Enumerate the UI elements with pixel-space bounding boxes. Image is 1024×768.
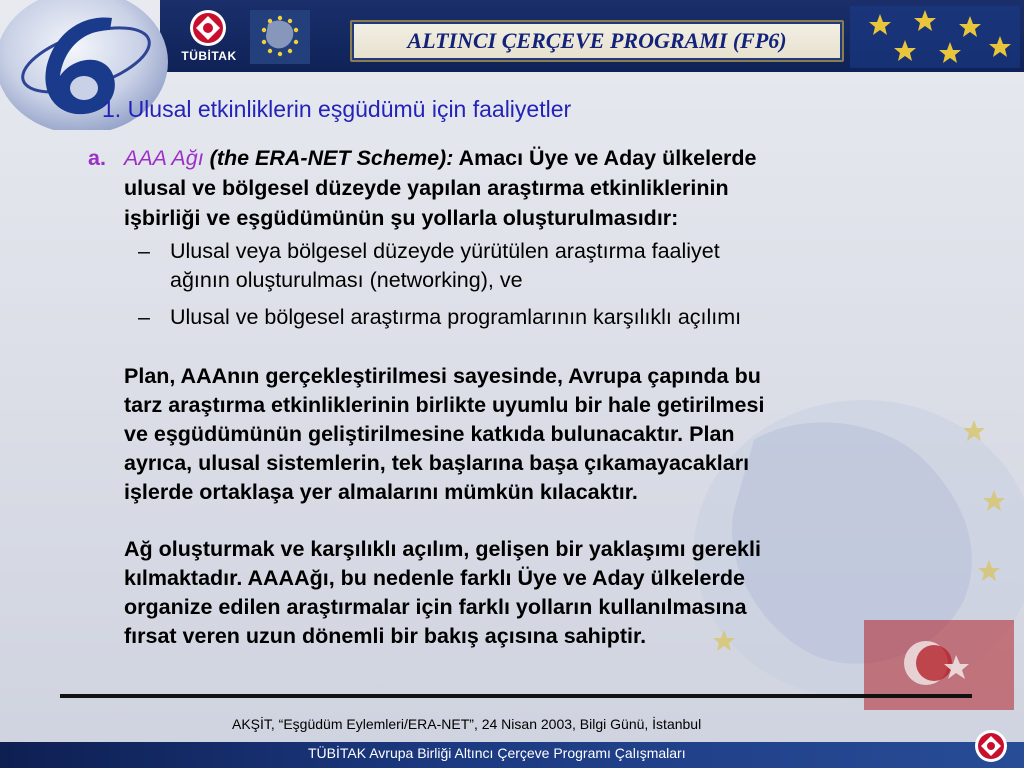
item-a-marker: a. — [88, 146, 106, 170]
sub-item-1-dash: – — [138, 239, 150, 263]
paragraph-2-line-1: Ağ oluşturmak ve karşılıklı açılım, gelişen bir yaklaşımı gerekli — [124, 537, 761, 561]
item-a-line-1 — [124, 146, 757, 171]
scheme-label: (the ERA-NET Scheme): — [209, 146, 454, 170]
eu-flag-icon — [248, 4, 312, 68]
item-a-text-1: Amacı Üye ve Aday ülkelerde — [458, 146, 757, 170]
paragraph-1-line-5: işlerde ortaklaşa yer almalarını mümkün kılacaktır. — [124, 480, 638, 504]
paragraph-2-line-3: organize edilen araştırmalar için farklı yolların kullanılmasına — [124, 595, 747, 619]
eu-stars-decoration — [850, 6, 1020, 68]
item-a-line-2: ulusal ve bölgesel düzeyde yapılan araştırma etkinliklerinin — [124, 176, 729, 200]
paragraph-2-line-2: kılmaktadır. AAAAğı, bu nedenle farklı Üye ve Aday ülkelerde — [124, 566, 745, 590]
citation: AKŞİT, “Eşgüdüm Eylemleri/ERA-NET”, 24 Nisan 2003, Bilgi Günü, İstanbul — [232, 716, 702, 732]
sub-item-2-dash: – — [138, 305, 150, 329]
network-name: AAA Ağı — [124, 146, 204, 170]
item-a-line-3: işbirliği ve eşgüdümünün şu yollarla oluşturulmasıdır: — [124, 206, 679, 230]
sub-item-1-line-1: Ulusal veya bölgesel düzeyde yürütülen araştırma faaliyet — [170, 239, 720, 263]
section-heading: 1. Ulusal etkinliklerin eşgüdümü için faaliyetler — [102, 96, 572, 122]
tubitak-label: TÜBİTAK — [181, 49, 237, 63]
bottom-bar-text: TÜBİTAK Avrupa Birliği Altıncı Çerçeve Programı Çalışmaları — [308, 745, 686, 761]
sub-item-1-line-2: ağının oluşturulması (networking), ve — [170, 268, 523, 292]
title-plate — [350, 20, 844, 62]
paragraph-1-line-1: Plan, AAAnın gerçekleştirilmesi sayesinde, Avrupa çapında bu — [124, 364, 761, 388]
paragraph-1-line-3: ve eşgüdümünün geliştirilmesine katkıda bulunacaktır. Plan — [124, 422, 735, 446]
footer-divider — [60, 694, 972, 698]
slide-title: ALTINCI ÇERÇEVE PROGRAMI (FP6) — [407, 28, 787, 53]
sub-item-2-line-1: Ulusal ve bölgesel araştırma programlarının karşılıklı açılımı — [170, 305, 742, 329]
paragraph-1-line-4: ayrıca, ulusal sistemlerin, tek başlarına başa çıkamayacakları — [124, 451, 750, 475]
paragraph-1-line-2: tarz araştırma etkinliklerinin birlikte uyumlu bir hale getirilmesi — [124, 393, 765, 417]
paragraph-2-line-4: fırsat veren uzun dönemli bir bakış açısına sahiptir. — [124, 624, 647, 648]
tubitak-small-logo — [968, 726, 1014, 766]
